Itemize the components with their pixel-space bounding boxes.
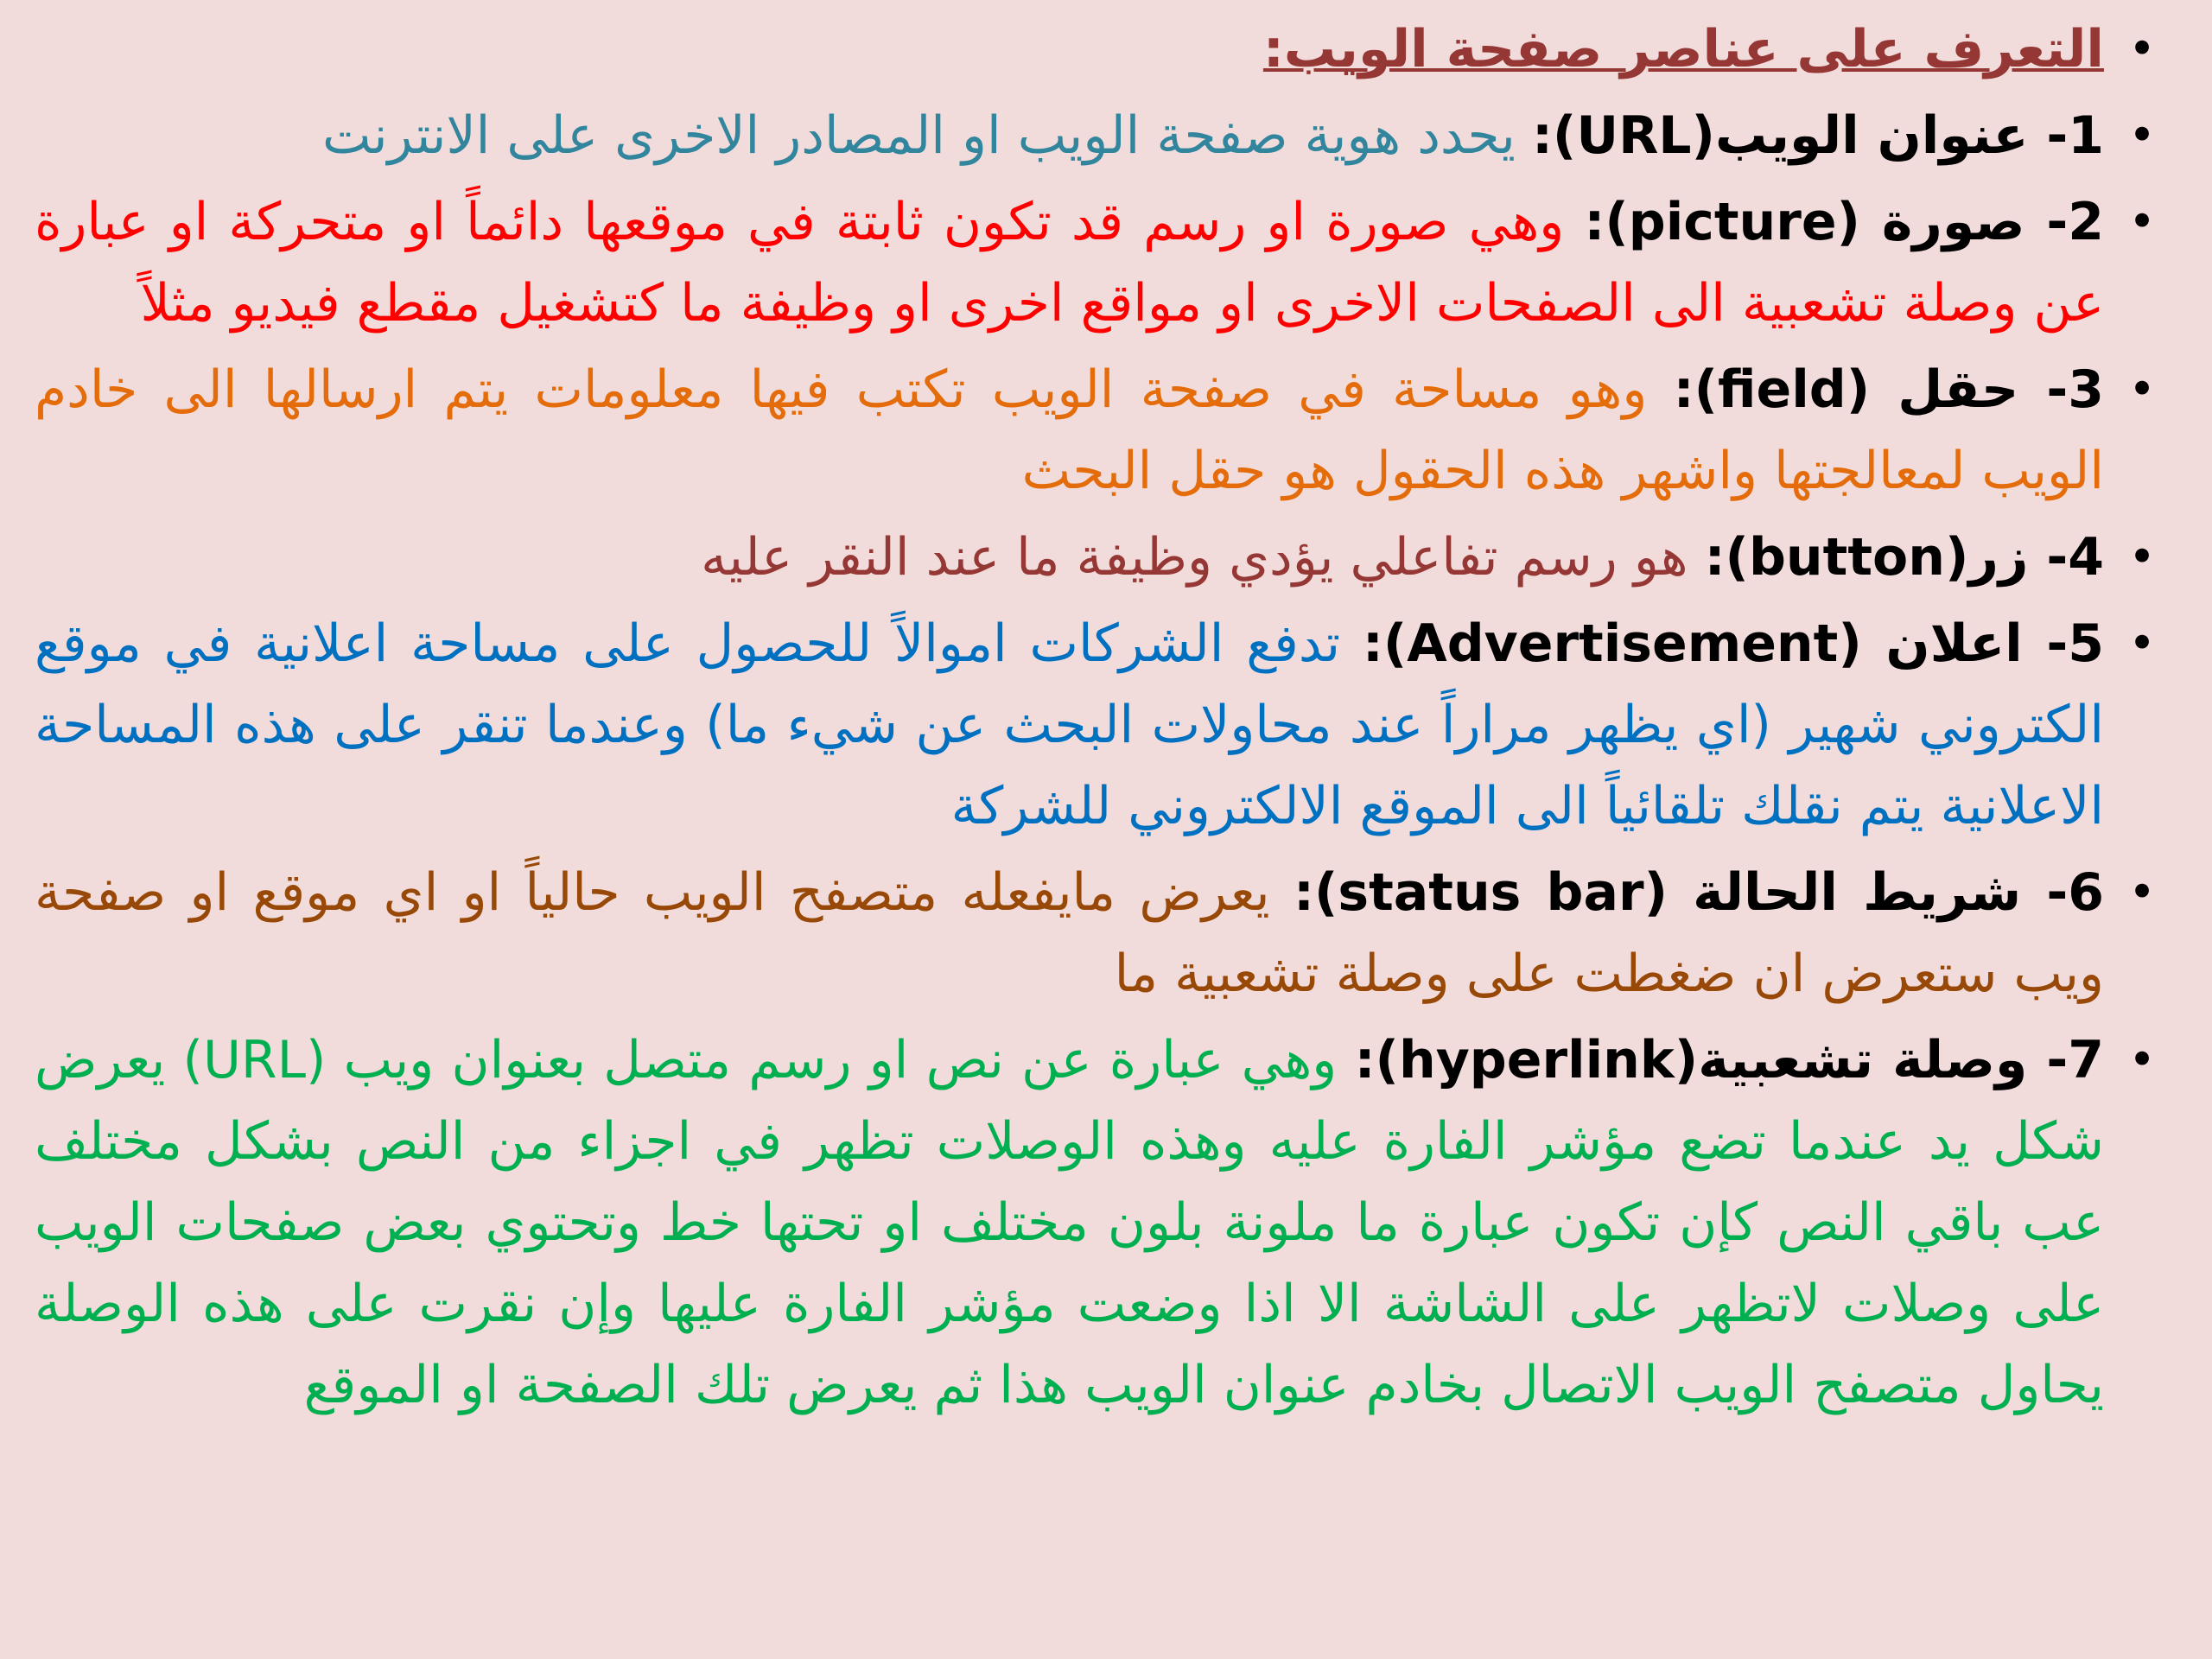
term-description: وهو مساحة في صفحة الويب تكتب فيها معلومات يتم ارسالها الى خادم الويب لمعالجتها واشهر هذه الحقول هو حقل البحث: [35, 359, 2104, 501]
bullet-icon: •: [2128, 362, 2156, 416]
term-label: 5- اعلان (Advertisement):: [1362, 613, 2104, 674]
term-description: يحدد هوية صفحة الويب او المصادر الاخرى على الانترنت: [321, 105, 1516, 166]
list-item: [35, 603, 2156, 847]
list-item: [35, 181, 2156, 344]
bullet-icon: •: [2128, 865, 2156, 919]
term-label: 4- زر(button):: [1704, 527, 2104, 588]
term-label: 3- حقل (field):: [1673, 359, 2104, 420]
title-item: [35, 9, 2156, 90]
list-item: [35, 852, 2156, 1014]
bullet-icon: •: [2128, 194, 2156, 249]
slide-title: التعرف على عناصر صفحة الويب:: [1262, 19, 2104, 79]
bullet-icon: •: [2128, 108, 2156, 162]
list-item: [35, 517, 2156, 598]
term-label: 7- وصلة تشعبية(hyperlink):: [1354, 1030, 2105, 1090]
bullet-icon: •: [2128, 22, 2156, 76]
list-item: [35, 1020, 2156, 1426]
bullet-icon: •: [2128, 1033, 2156, 1087]
list-item: [35, 349, 2156, 512]
list-item: [35, 95, 2156, 176]
term-description: هو رسم تفاعلي يؤدي وظيفة ما عند النقر عليه: [701, 527, 1688, 588]
term-description: تدفع الشركات اموالاً للحصول على مساحة اعلانية في موقع الكتروني شهير (اي يظهر مراراً عند محاولات البحث عن شيء ما) وعندما تنقر على هذه المساحة الاعلانية يتم نقلك تلقائياً الى الموقع الالكتروني للشركة: [35, 613, 2104, 836]
term-label: 1- عنوان الويب(URL):: [1531, 105, 2104, 166]
term-description: وهي صورة او رسم قد تكون ثابتة في موقعها دائماً او متحركة او عبارة عن وصلة تشعبية الى الصفحات الاخرى او مواقع اخرى او وظيفة ما كتشغيل مقطع فيديو مثلاً: [35, 192, 2104, 334]
term-description: يعرض مايفعله متصفح الويب حالياً او اي موقع او صفحة ويب ستعرض ان ضغطت على وصلة تشعبية ما: [35, 862, 2104, 1004]
term-description: وهي عبارة عن نص او رسم متصل بعنوان ويب (URL) يعرض شكل يد عندما تضع مؤشر الفارة عليه وهذه الوصلات تظهر في اجزاء من النص بشكل مختلف عب باقي النص كإن تكون عبارة ما ملونة بلون مختلف او تحتها خط وتحتوي بعض صفحات الويب على وصلات لاتظهر على الشاشة الا اذا وضعت مؤشر الفارة عليها وإن نقرت على هذه الوصلة يحاول متصفح الويب الاتصال بخادم عنوان الويب هذا ثم يعرض تلك الصفحة او الموقع: [35, 1030, 2104, 1415]
term-label: 6- شريط الحالة (status bar):: [1293, 862, 2104, 923]
bullet-icon: •: [2128, 530, 2156, 584]
bullet-icon: •: [2128, 616, 2156, 671]
term-label: 2- صورة (picture):: [1584, 192, 2104, 252]
